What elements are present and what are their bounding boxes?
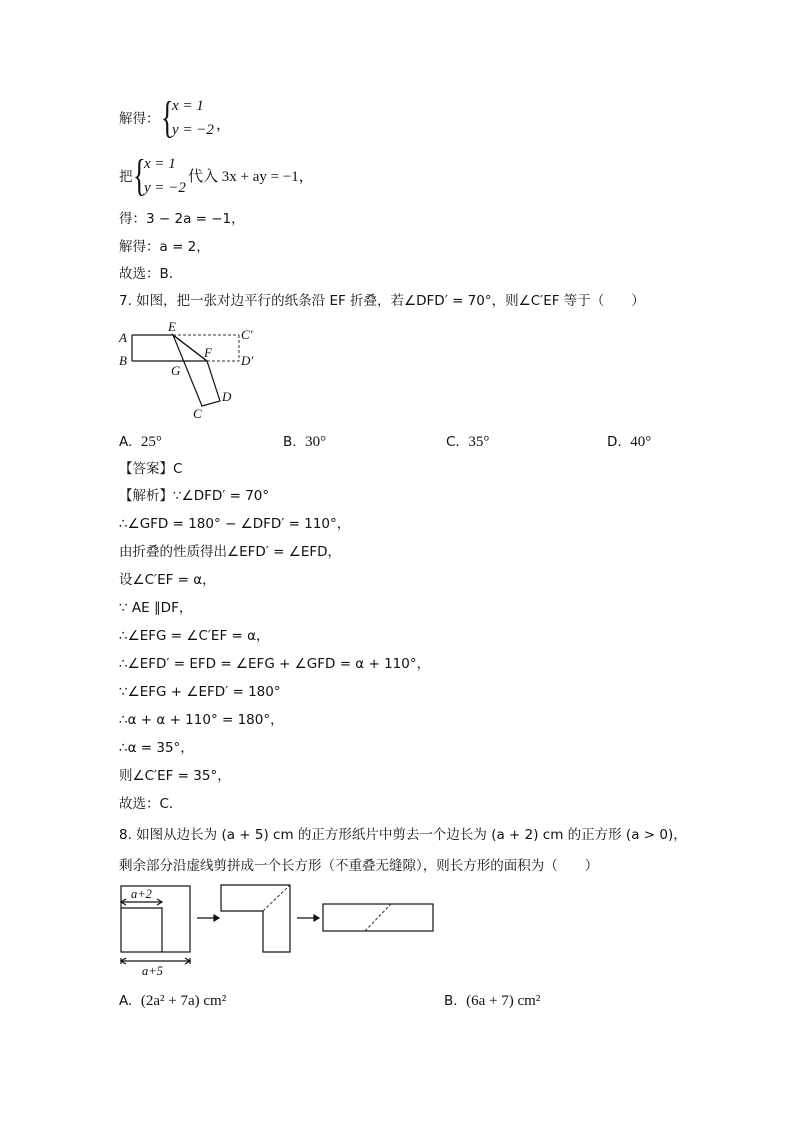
label-d-prime: D′	[241, 353, 254, 368]
option-a[interactable]: A. (2a² + 7a) cm²	[119, 993, 227, 1009]
label-d: D	[222, 389, 232, 404]
label-g: G	[171, 363, 181, 378]
analysis-line: 由折叠的性质得出∠EFD′ = ∠EFD，	[119, 544, 342, 560]
choose-line: 故选：B．	[119, 266, 183, 282]
analysis-line: ∴∠EFG = ∠C′EF = α，	[119, 628, 270, 644]
analysis-line: ∴∠GFD = 180° − ∠DFD′ = 110°，	[119, 516, 351, 532]
brace-icon: {	[133, 151, 146, 200]
label-a: A	[119, 330, 127, 345]
analysis-line: ∴∠EFD′ = EFD = ∠EFG + ∠GFD = α + 110°，	[119, 656, 431, 672]
analysis-line: 设∠C′EF = α，	[119, 572, 216, 588]
label-e: E	[168, 319, 176, 334]
step-arrow-head	[214, 915, 219, 921]
substitute-text: 代入 3x + ay = −1，	[188, 169, 314, 185]
q7-answer: 【答案】C	[119, 461, 183, 477]
l-shape	[221, 885, 290, 952]
system-eq-x: x = 1	[172, 98, 204, 114]
analysis-line: ∵∠EFG + ∠EFD′ = 180°	[119, 684, 281, 700]
ba-label: 把	[119, 169, 133, 185]
comma: ，	[216, 117, 232, 133]
step-arrow-head	[314, 915, 319, 921]
inner-square-cut	[121, 908, 162, 952]
q7-stem: 7. 如图，把一张对边平行的纸条沿 EF 折叠，若∠DFD′ = 70°，则∠C′EF 等于（ ）	[119, 293, 645, 309]
analysis-line: 则∠C′EF = 35°，	[119, 768, 231, 784]
label-a-plus-5: a+5	[142, 964, 163, 978]
analysis-line: ∴α + α + 110° = 180°，	[119, 712, 284, 728]
label-f: F	[204, 345, 212, 360]
q8-stem-line2: 剩余部分沿虚线剪拼成一个长方形（不重叠无缝隙），则长方形的面积为（ ）	[119, 858, 599, 874]
brace-icon: {	[161, 93, 174, 142]
option-a[interactable]: A. 25°	[119, 434, 162, 450]
jiede-a-line: 解得：a = 2，	[119, 239, 210, 255]
analysis-line: ∴α = 35°，	[119, 740, 194, 756]
option-d[interactable]: D. 40°	[607, 434, 652, 450]
system-eq-x: x = 1	[144, 156, 176, 172]
system-eq-y: y = −2	[172, 122, 214, 138]
system-eq-y: y = −2	[144, 180, 186, 196]
label-c-prime: C′	[241, 327, 253, 342]
de-line: 得：3 − 2a = −1，	[119, 211, 245, 227]
option-b[interactable]: B. 30°	[283, 434, 327, 450]
option-b[interactable]: B. (6a + 7) cm²	[444, 993, 541, 1009]
analysis-line: 【解析】∵∠DFD′ = 70°	[119, 488, 270, 504]
rect-dashed-seam	[365, 904, 391, 931]
analysis-line: ∵ AE ∥DF，	[119, 600, 193, 616]
label-a-plus-2: a+2	[131, 887, 152, 901]
q8-figure	[115, 880, 440, 980]
label-c: C	[193, 406, 202, 421]
l-shape-dashed-cut	[263, 885, 290, 911]
option-c[interactable]: C. 35°	[446, 434, 490, 450]
q8-stem-line1: 8. 如图从边长为 (a + 5) cm 的正方形纸片中剪去一个边长为 (a + 2) cm 的正方形 (a > 0)，	[119, 827, 687, 843]
analysis-line: 故选：C．	[119, 796, 183, 812]
result-rectangle	[323, 904, 433, 931]
label-b: B	[119, 353, 127, 368]
jiede-label: 解得：	[119, 111, 160, 127]
q7-figure	[115, 318, 265, 424]
